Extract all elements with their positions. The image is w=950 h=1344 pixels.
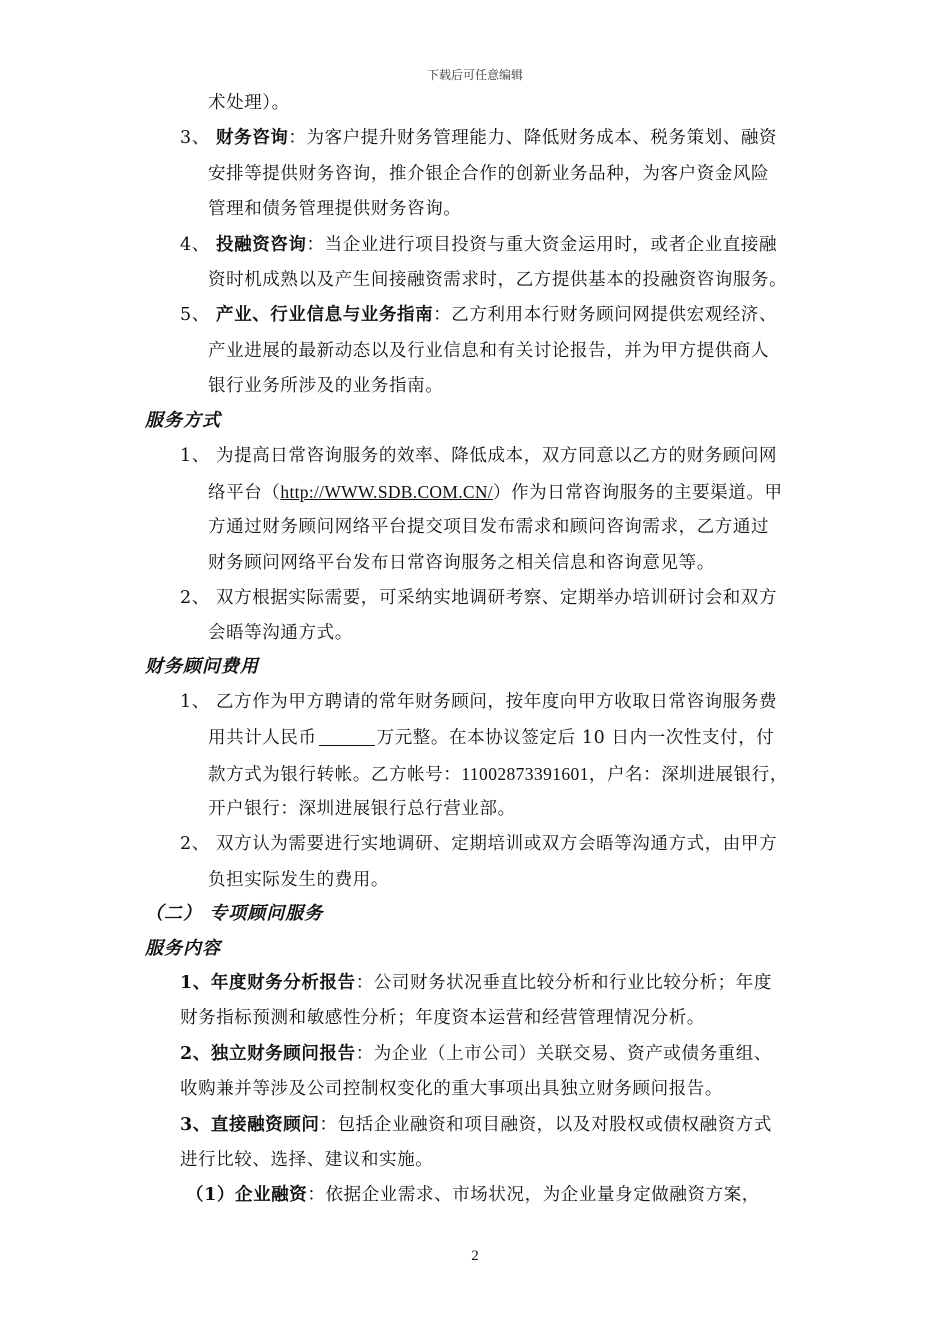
item-title: 产业、行业信息与业务指南 <box>216 305 434 325</box>
list-item <box>180 441 777 471</box>
section-heading: （二） 专项顾问服务 <box>145 903 324 924</box>
item-text: ：为客户提升财务管理能力、降低财务成本、税务策划、融资 <box>288 128 778 148</box>
list-number: 2、 <box>180 834 210 854</box>
item-text: 双方根据实际需要，可采纳实地调研考察、定期举办培训研讨会和双方 <box>216 588 778 608</box>
text-line: 资时机成熟以及产生间接融资需求时，乙方提供基本的投融资咨询服务。 <box>208 270 788 290</box>
list-item <box>180 1110 772 1140</box>
text-line <box>208 759 788 790</box>
text-line: 银行业务所涉及的业务指南。 <box>208 376 444 396</box>
item-title: 2、独立财务顾问报告 <box>180 1044 356 1064</box>
text-fragment: 款方式为银行转帐。乙方帐号： <box>208 765 462 785</box>
item-text: 为提高日常咨询服务的效率、降低成本，双方同意以乙方的财务顾问网 <box>216 446 778 466</box>
list-number: 3、 <box>180 128 210 148</box>
item-title: 投融资咨询 <box>216 235 307 255</box>
page-number: 2 <box>471 1248 479 1264</box>
text-line: 术处理）。 <box>208 93 290 113</box>
list-number: 2、 <box>180 588 210 608</box>
item-text: ：包括企业融资和项目融资，以及对股权或债权融资方式 <box>319 1115 772 1135</box>
page-header: 下载后可任意编辑 <box>426 68 523 82</box>
text-line: 财务顾问网络平台发布日常咨询服务之相关信息和咨询意见等。 <box>208 553 715 573</box>
item-title: 财务咨询 <box>216 128 289 148</box>
text-line: 安排等提供财务咨询，推介银企合作的创新业务品种，为客户资金风险 <box>208 164 770 184</box>
list-item <box>180 968 772 998</box>
item-title: （1）企业融资 <box>186 1185 308 1205</box>
text-fragment: ）作为日常咨询服务的主要渠道。甲 <box>492 483 783 503</box>
item-text: ：乙方利用本行财务顾问网提供宏观经济、 <box>433 305 778 325</box>
text-line <box>208 477 783 508</box>
item-text: ：公司财务状况垂直比较分析和行业比较分析；年度 <box>355 973 772 993</box>
item-title: 1、年度财务分析报告 <box>180 973 356 993</box>
item-title: 3、直接融资顾问 <box>180 1115 320 1135</box>
item-text: 双方认为需要进行实地调研、定期培训或双方会晤等沟通方式，由甲方 <box>216 834 778 854</box>
text-fragment: 万元整。在本协议签定后 10 日内一次性支付，付 <box>376 728 775 748</box>
item-text: ：当企业进行项目投资与重大资金运用时，或者企业直接融 <box>306 235 778 255</box>
list-item <box>186 1180 760 1210</box>
text-line: 收购兼并等涉及公司控制权变化的重大事项出具独立财务顾问报告。 <box>180 1079 723 1099</box>
text-line <box>208 723 774 753</box>
list-number: 4、 <box>180 235 210 255</box>
text-line: 负担实际发生的费用。 <box>208 870 389 890</box>
text-line: 产业进展的最新动态以及行业信息和有关讨论报告，并为甲方提供商人 <box>208 341 770 361</box>
amount-blank <box>319 727 375 746</box>
list-number: 1、 <box>180 446 210 466</box>
item-text: ：为企业（上市公司）关联交易、资产或债务重组、 <box>355 1044 772 1064</box>
text-line: 开户银行：深圳进展银行总行营业部。 <box>208 799 516 819</box>
text-line: 会晤等沟通方式。 <box>208 623 353 643</box>
text-line: 方通过财务顾问网络平台提交项目发布需求和顾问咨询需求，乙方通过 <box>208 517 770 537</box>
section-heading: 财务顾问费用 <box>145 656 259 677</box>
item-text: 乙方作为甲方聘请的常年财务顾问，按年度向甲方收取日常咨询服务费 <box>216 692 778 712</box>
section-heading: 服务方式 <box>145 410 221 431</box>
text-fragment: ，户名：深圳进展银行， <box>588 765 788 785</box>
website-link[interactable]: http://WWW.SDB.COM.CN/ <box>280 482 493 502</box>
list-item <box>180 300 777 330</box>
item-text: ：依据企业需求、市场状况，为企业量身定做融资方案， <box>307 1185 760 1205</box>
list-number: 5、 <box>180 305 210 325</box>
text-fragment: 络平台（ <box>208 483 281 503</box>
list-item <box>180 1039 772 1069</box>
list-item <box>180 230 777 260</box>
list-item <box>180 687 777 717</box>
list-item <box>180 829 777 859</box>
text-line: 财务指标预测和敏感性分析；年度资本运营和经营管理情况分析。 <box>180 1008 705 1028</box>
list-item <box>180 123 777 153</box>
text-line: 进行比较、选择、建议和实施。 <box>180 1150 434 1170</box>
text-line: 管理和债务管理提供财务咨询。 <box>208 199 462 219</box>
list-number: 1、 <box>180 692 210 712</box>
section-heading: 服务内容 <box>145 938 221 959</box>
account-number: 11002873391601 <box>461 764 589 784</box>
list-item <box>180 583 777 613</box>
text-fragment: 用共计人民币 <box>208 728 317 748</box>
